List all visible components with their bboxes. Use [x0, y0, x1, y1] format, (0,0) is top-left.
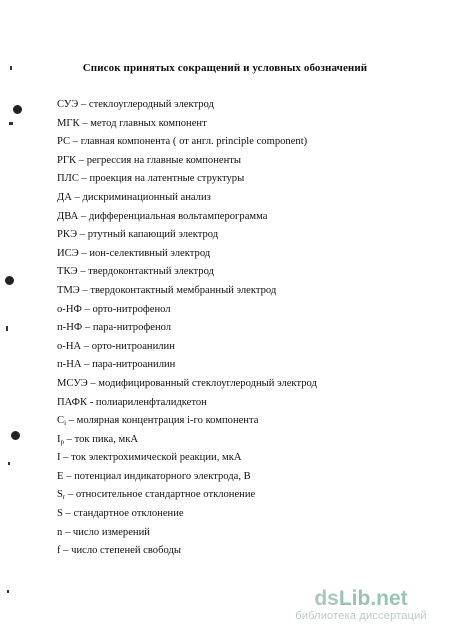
list-item [57, 412, 437, 431]
definition-text: ион-селективный электрод [89, 247, 211, 259]
scan-speck [6, 326, 8, 331]
definition-text: твердоконтактный электрод [88, 266, 214, 278]
abbreviation-subscript: p [60, 437, 65, 446]
abbreviation: ИСЭ [57, 247, 79, 259]
watermark-logo [286, 588, 436, 623]
separator-dash: – [65, 489, 76, 501]
list-item [57, 263, 437, 282]
separator-dash: – [81, 303, 93, 315]
abbreviation: п-НА [57, 359, 82, 371]
abbreviation: I [57, 433, 61, 445]
list-item [57, 96, 437, 115]
list-item [57, 338, 437, 357]
punch-hole-mark [5, 276, 14, 285]
definition-text: число измерений [72, 526, 150, 538]
scan-speck [7, 590, 9, 593]
separator-dash: – [76, 154, 87, 166]
abbreviation: о-НА [57, 340, 82, 352]
abbreviation-subscript: i [64, 419, 67, 428]
list-item [57, 170, 437, 189]
definition-text: модифицированный стеклоуглеродный электрод [98, 377, 317, 389]
definition-text: дискриминационный анализ [82, 191, 211, 203]
abbreviation: СУЭ [57, 99, 79, 110]
abbreviation: I [57, 452, 61, 464]
abbreviation: f [57, 545, 61, 557]
watermark-subtitle: библиотека диссертаций [295, 610, 427, 622]
abbreviation-subscript: r [62, 493, 66, 502]
separator-dash: – [77, 266, 89, 278]
abbreviation: п-НФ [57, 322, 83, 334]
separator-dash: – [77, 229, 88, 241]
definition-text: орто-нитрофенол [92, 303, 171, 315]
abbreviation: ПЛС [57, 173, 79, 185]
definition-text: полиариленфталидкетон [95, 396, 207, 408]
abbreviation: ДА [57, 191, 72, 203]
separator-dash: – [87, 377, 99, 389]
abbreviation: E [57, 470, 64, 482]
definition-text: регрессия на главные компоненты [86, 154, 242, 166]
definition-text: проекция на латентные структуры [89, 173, 245, 185]
abbreviation: ПАФК [57, 396, 88, 408]
separator-dash: – [78, 99, 89, 110]
list-item [57, 431, 437, 450]
list-item [57, 319, 437, 338]
definition-text: орто-нитроанилин [91, 340, 175, 352]
abbreviation: S [57, 508, 63, 520]
list-item [57, 245, 437, 264]
punch-hole-mark [11, 431, 20, 440]
definition-text: метод главных компонент [90, 117, 207, 129]
list-item [57, 505, 437, 524]
definition-text: потенциал индикаторного электрода, В [74, 470, 251, 482]
abbreviation: n [57, 526, 63, 538]
separator-dash: – [64, 433, 75, 445]
list-item [57, 356, 437, 375]
definition-text: ток электрохимической реакции, мкА [71, 452, 242, 464]
definition-text: ток пика, мкА [74, 433, 139, 445]
watermark-brand: dsLib.net [314, 587, 408, 610]
abbreviation-list [57, 96, 437, 561]
punch-hole-mark [13, 105, 22, 114]
list-item [57, 375, 437, 394]
separator-dash: – [62, 526, 73, 538]
abbreviation: МГК [57, 117, 80, 129]
abbreviation: ТКЭ [57, 266, 78, 278]
scan-speck [8, 462, 10, 465]
separator-dash: – [63, 470, 75, 482]
separator-dash: – [79, 117, 91, 129]
list-item [57, 115, 437, 134]
scan-speck [10, 66, 12, 70]
list-item [57, 189, 437, 208]
separator-dash: – [71, 191, 83, 203]
separator-dash: – [78, 173, 90, 185]
scan-speck [9, 122, 13, 125]
definition-text: молярная концентрация i-го компонента [76, 415, 259, 427]
separator-dash: – [60, 452, 72, 464]
definition-text: главная компонента ( от англ. principle component) [80, 136, 308, 148]
separator-dash: – [66, 415, 77, 427]
definition-text: пара-нитроанилин [92, 359, 176, 371]
separator-dash: – [82, 322, 93, 334]
list-item [57, 152, 437, 171]
separator-dash: – [78, 210, 89, 222]
abbreviation: МСУЭ [57, 377, 88, 389]
separator-dash: – [62, 508, 74, 520]
definition-text: относительное стандартное отклонение [75, 489, 256, 501]
definition-text: пара-нитрофенол [92, 322, 172, 334]
definition-text: стеклоуглеродный электрод [88, 99, 214, 110]
list-item [57, 282, 437, 301]
page-title: Список принятых сокращений и условных обозначений [82, 62, 368, 74]
definition-text: стандартное отклонение [73, 508, 184, 520]
separator-dash: - [87, 396, 96, 408]
separator-dash: – [70, 136, 81, 148]
abbreviation: о-НФ [57, 303, 82, 315]
abbreviation: C [57, 415, 65, 427]
list-item [57, 208, 437, 227]
abbreviation: ДВА [57, 210, 79, 222]
abbreviation: РС [57, 136, 71, 148]
definition-text: ртутный капающий электрод [87, 229, 219, 241]
list-item [57, 486, 437, 505]
list-item [57, 394, 437, 413]
separator-dash: – [81, 359, 93, 371]
list-item [57, 133, 437, 152]
abbreviation: S [57, 489, 63, 501]
abbreviation: РКЭ [57, 229, 78, 241]
list-item [57, 449, 437, 468]
list-item [57, 524, 437, 543]
list-item [57, 542, 437, 561]
separator-dash: – [60, 545, 72, 557]
definition-text: дифференциальная вольтамперограмма [88, 210, 268, 222]
abbreviation: РГК [57, 154, 77, 166]
list-item [57, 301, 437, 320]
definition-text: число степеней свободы [71, 545, 181, 557]
separator-dash: – [79, 284, 91, 296]
separator-dash: – [81, 340, 92, 352]
list-item [57, 226, 437, 245]
list-item [57, 468, 437, 487]
definition-text: твердоконтактный мембранный электрод [90, 284, 277, 296]
abbreviation: ТМЭ [57, 284, 80, 296]
separator-dash: – [78, 247, 90, 259]
